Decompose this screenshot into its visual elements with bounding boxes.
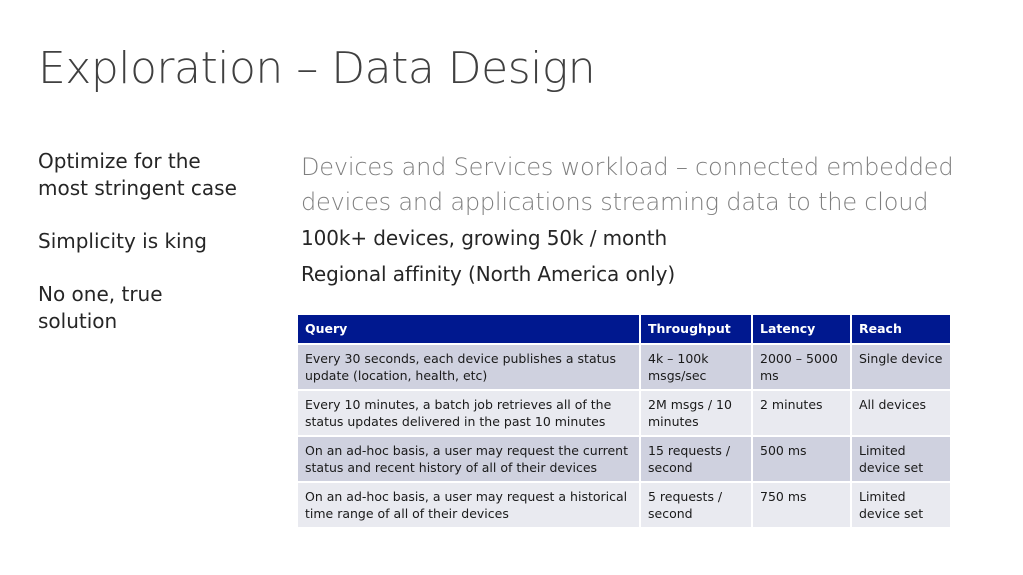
- column-header-query: Query: [298, 315, 640, 344]
- left-point: Optimize for the most stringent case: [38, 149, 237, 200]
- workload-description: Devices and Services workload – connected embedded devices and applications streaming data to the cloud: [301, 153, 954, 216]
- query-cell: Every 30 seconds, each device publishes a status update (location, health, etc): [298, 344, 640, 390]
- left-point: Simplicity is king: [38, 229, 207, 253]
- column-header-reach: Reach: [851, 315, 950, 344]
- right-point: Regional affinity (North America only): [301, 262, 676, 286]
- column-header-latency: Latency: [752, 315, 851, 344]
- latency-cell: 2000 – 5000 ms: [752, 344, 851, 390]
- table-row: [298, 436, 950, 482]
- query-cell: On an ad-hoc basis, a user may request the current status and recent history of all of their devices: [298, 436, 640, 482]
- query-cell: Every 10 minutes, a batch job retrieves all of the status updates delivered in the past 10 minutes: [298, 390, 640, 436]
- column-header-throughput: Throughput: [640, 315, 752, 344]
- table-header-row: [298, 315, 950, 344]
- reach-cell: Limited device set: [851, 436, 950, 482]
- throughput-cell: 5 requests / second: [640, 482, 752, 527]
- requirements-table: [298, 315, 950, 527]
- latency-cell: 750 ms: [752, 482, 851, 527]
- throughput-cell: 15 requests / second: [640, 436, 752, 482]
- query-cell: On an ad-hoc basis, a user may request a historical time range of all of their devices: [298, 482, 640, 527]
- throughput-cell: 4k – 100k msgs/sec: [640, 344, 752, 390]
- slide-title: Exploration – Data Design: [38, 43, 596, 94]
- throughput-cell: 2M msgs / 10 minutes: [640, 390, 752, 436]
- reach-cell: All devices: [851, 390, 950, 436]
- reach-cell: Single device: [851, 344, 950, 390]
- left-points: [38, 148, 243, 361]
- right-point: 100k+ devices, growing 50k / month: [301, 226, 668, 250]
- table-row: [298, 482, 950, 527]
- left-point: No one, true solution: [38, 282, 163, 333]
- latency-cell: 500 ms: [752, 436, 851, 482]
- table-row: [298, 390, 950, 436]
- right-content: [301, 150, 1001, 292]
- table-row: [298, 344, 950, 390]
- latency-cell: 2 minutes: [752, 390, 851, 436]
- reach-cell: Limited device set: [851, 482, 950, 527]
